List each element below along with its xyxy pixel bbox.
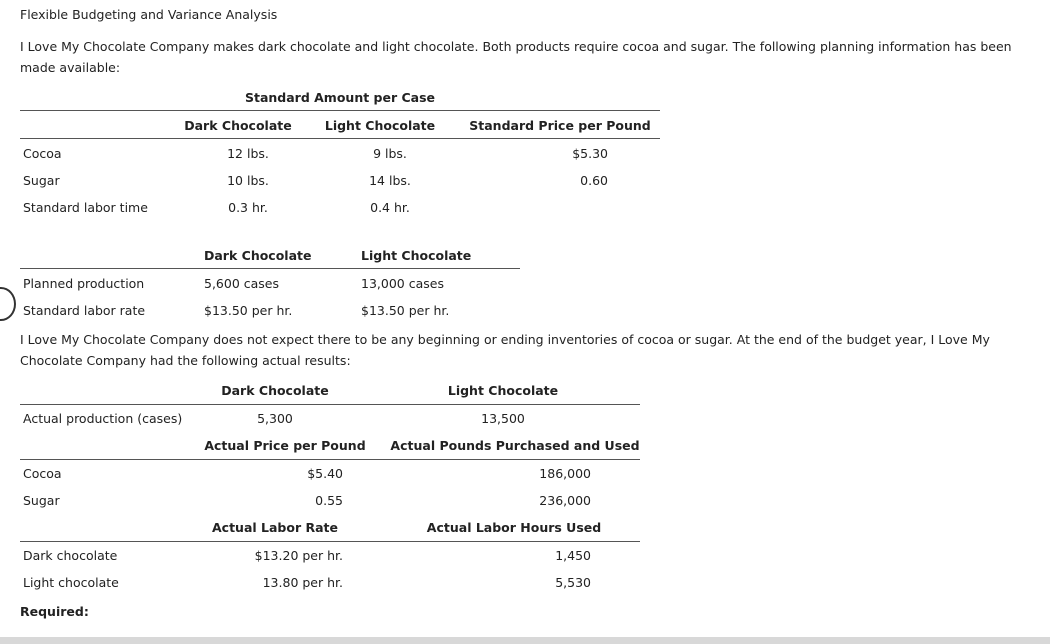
partial-circle-marker [0,287,16,321]
cell: 14 lbs. [369,173,411,188]
col-header-dark: Dark Chocolate [204,248,312,263]
row-label: Sugar [23,173,60,188]
col-header-dark: Dark Chocolate [184,118,292,133]
col-header-light: Light Chocolate [361,248,472,263]
row-label: Dark chocolate [23,548,118,563]
cell: $13.20 per hr. [254,548,343,563]
cell: 9 lbs. [373,146,407,161]
divider [20,404,640,405]
col-header-actual-price: Actual Price per Pound [204,438,366,453]
cell: 12 lbs. [227,146,269,161]
row-label: Cocoa [23,466,62,481]
row-label: Standard labor time [23,200,148,215]
cell: 236,000 [539,493,591,508]
cell: 5,300 [257,411,293,426]
row-label: Sugar [23,493,60,508]
cell: $5.30 [572,146,608,161]
cell: 13.80 per hr. [262,575,343,590]
row-label: Light chocolate [23,575,119,590]
col-header-light: Light Chocolate [447,383,559,398]
cell: 0.3 hr. [228,200,268,215]
cell: 5,530 [555,575,591,590]
required-label: Required: [20,604,89,619]
row-label: Cocoa [23,146,62,161]
row-label: Standard labor rate [23,303,146,318]
cell: 13,000 cases [361,276,444,291]
cell: 1,450 [555,548,591,563]
cell: 186,000 [539,466,591,481]
col-header-actual-rate: Actual Labor Rate [212,520,338,535]
divider [20,268,520,269]
bottom-scroll-edge [0,637,1050,644]
col-header-light: Light Chocolate [324,118,436,133]
col-header-std-price: Standard Price per Pound [469,118,651,133]
cell: 0.55 [315,493,343,508]
divider [20,110,660,111]
col-header-actual-hours: Actual Labor Hours Used [426,520,602,535]
row-label: Actual production (cases) [23,411,183,426]
divider [20,138,660,139]
cell: 5,600 cases [204,276,280,291]
cell: $5.40 [307,466,343,481]
col-header-actual-pounds: Actual Pounds Purchased and Used [390,438,640,453]
intro-paragraph: I Love My Chocolate Company makes dark chocolate and light chocolate. Both products require cocoa and sugar. The following planning information has been made available: [20,39,1012,75]
cell: 0.4 hr. [370,200,410,215]
cell: 0.60 [580,173,608,188]
cell: $13.50 per hr. [204,303,293,318]
actual-results-paragraph: I Love My Chocolate Company does not expect there to be any beginning or ending inventories of cocoa or sugar. At the end of the budget year, I Love My Chocolate Company had the following actual results: [20,332,990,368]
cell: 10 lbs. [227,173,269,188]
col-header-dark: Dark Chocolate [221,383,329,398]
standard-amount-header: Standard Amount per Case [244,90,436,105]
cell: $13.50 per hr. [361,303,450,318]
divider [20,459,640,460]
page-title: Flexible Budgeting and Variance Analysis [20,7,278,22]
cell: 13,500 [481,411,525,426]
divider [20,541,640,542]
row-label: Planned production [23,276,145,291]
